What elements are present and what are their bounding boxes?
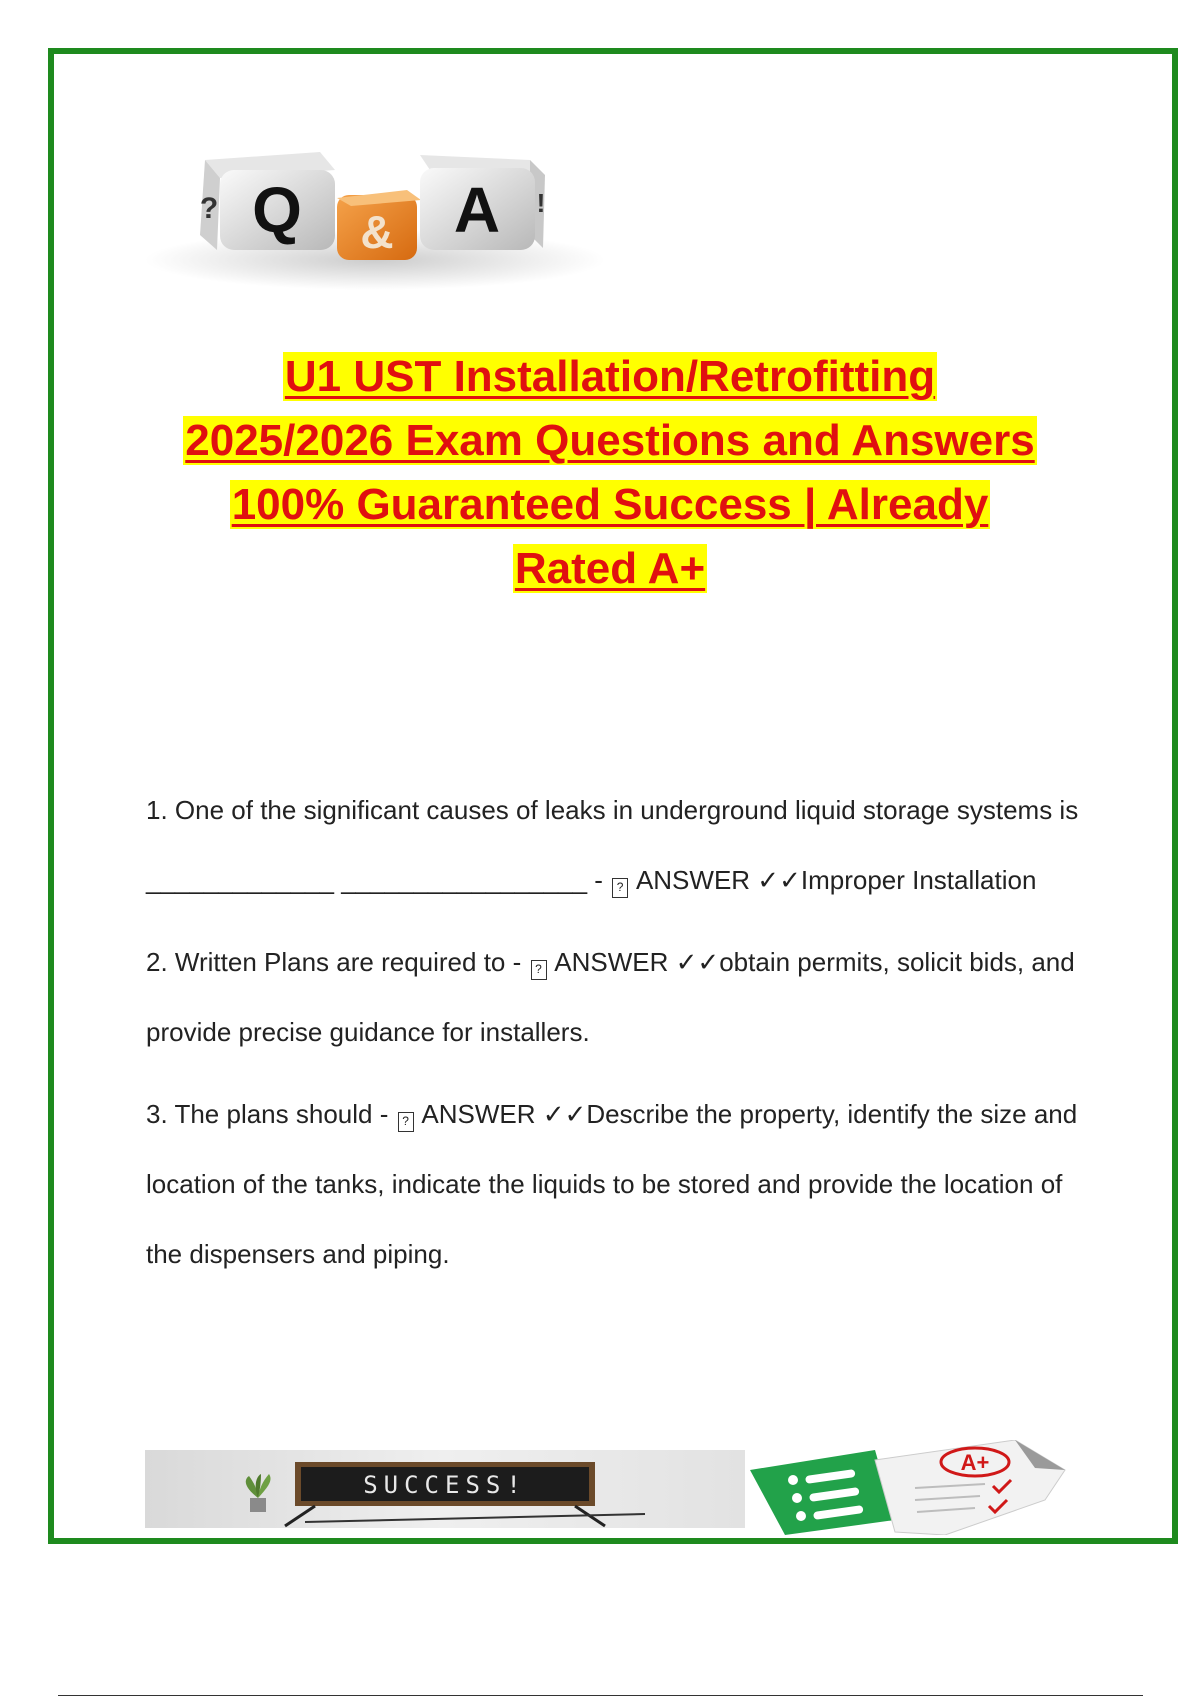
document-list-icon <box>750 1450 895 1535</box>
answer-label: ANSWER ✓✓ <box>421 1099 587 1129</box>
graded-test-image <box>745 1440 1085 1535</box>
grade-mark: A+ <box>960 1450 990 1475</box>
document-title <box>110 345 1110 601</box>
qa-item <box>146 775 1096 915</box>
answer-die <box>420 155 545 250</box>
title-line-4: Rated A+ <box>514 544 706 593</box>
answer-text: Improper Installation <box>800 865 1037 895</box>
footer-rule <box>58 1695 1143 1696</box>
title-line-1: U1 UST Installation/Retrofitting <box>284 352 936 401</box>
question-text: The plans should - <box>174 1099 389 1129</box>
qa-item <box>146 1079 1096 1289</box>
answer-text: Describe the property, identify the size and location of the tanks, indicate the liquids to be stored and provide the location of the dispensers and piping. <box>146 1099 1078 1269</box>
question-number: 1. <box>146 795 168 825</box>
question-text: One of the significant causes of leaks in underground liquid storage systems is _____________ _________________ - <box>146 795 1079 895</box>
answer-marker-icon: ? <box>612 878 628 898</box>
answer-marker-icon: ? <box>531 960 547 980</box>
question-number: 2. <box>146 947 168 977</box>
die-side-exclamation: ! <box>536 188 546 218</box>
question-die <box>200 152 335 250</box>
question-list <box>146 775 1096 1301</box>
title-line-2: 2025/2026 Exam Questions and Answers <box>185 416 1035 465</box>
success-banner-image <box>145 1450 745 1528</box>
qa-dice-logo <box>145 140 605 320</box>
answer-marker-icon: ? <box>398 1112 414 1132</box>
qa-item <box>146 927 1096 1067</box>
die-letter-a: A <box>453 174 501 246</box>
question-number: 3. <box>146 1099 168 1129</box>
question-text: Written Plans are required to - <box>174 947 522 977</box>
answer-label: ANSWER ✓✓ <box>635 865 801 895</box>
chalkboard-text: SUCCESS! <box>363 1471 527 1499</box>
die-letter-q: Q <box>252 174 302 246</box>
graded-paper-icon <box>875 1440 1065 1535</box>
answer-label: ANSWER ✓✓ <box>554 947 720 977</box>
answer-text: obtain permits, solicit bids, and provide precise guidance for installers. <box>146 947 1075 1047</box>
die-ampersand: & <box>360 206 394 258</box>
ampersand-die <box>337 190 421 260</box>
die-side-question-mark: ? <box>199 192 219 225</box>
title-line-3: 100% Guaranteed Success | Already <box>231 480 989 529</box>
